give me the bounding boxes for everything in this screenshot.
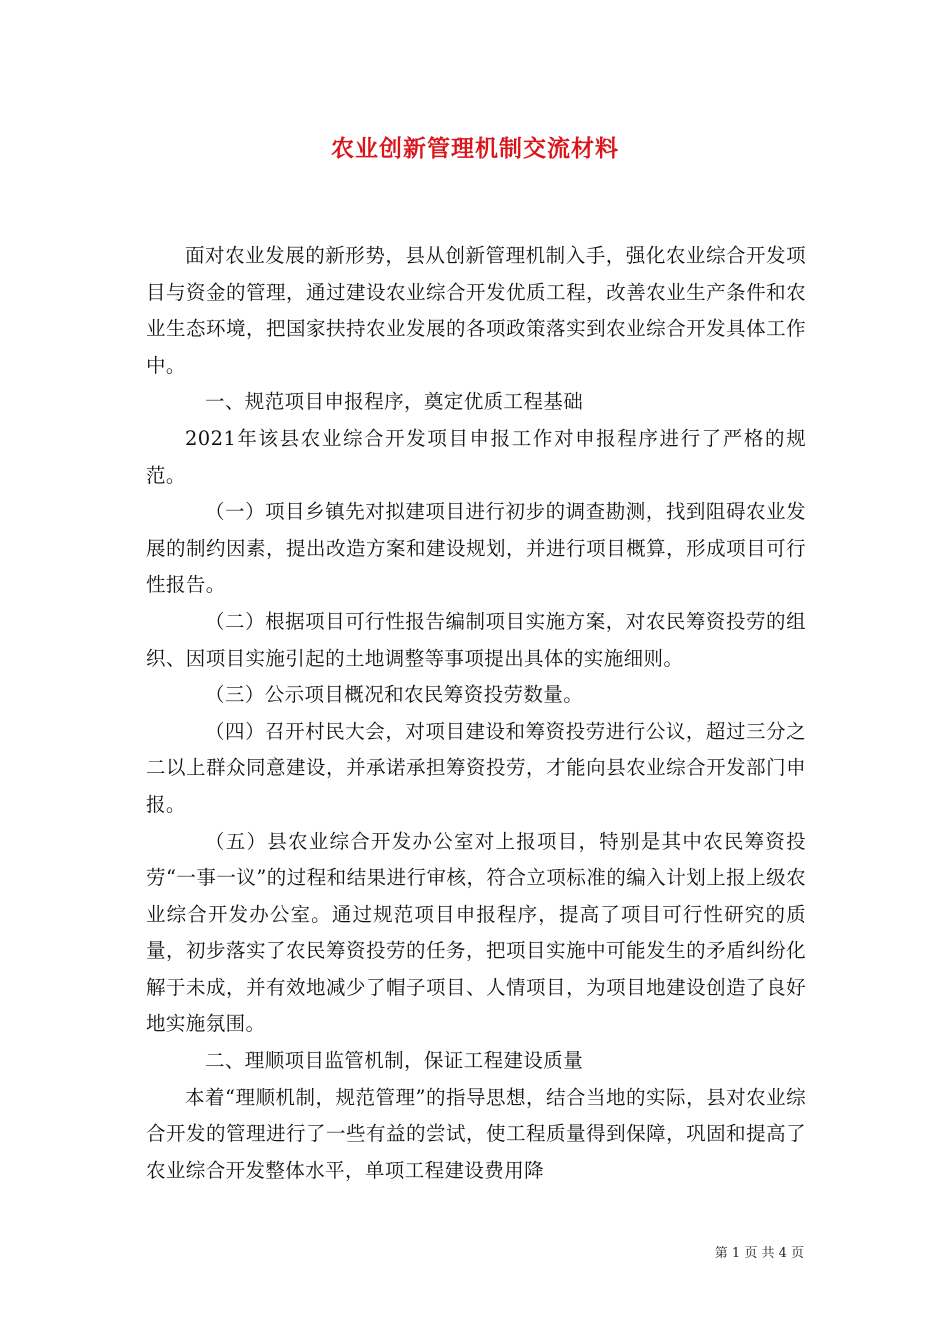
list-item-5: （五）县农业综合开发办公室对上报项目，特别是其中农民筹资投劳“一事一议”的过程和结果进行审核，符合立项标准的编入计划上报上级农业综合开发办公室。通过规范项目申报程序，提高了项目可行性研究的质量，初步落实了农民筹资投劳的任务，把项目实施中可能发生的矛盾纠纷化解于未成，并有效地减少了帽子项目、人情项目，为项目地建设创造了良好地实施氛围。 [146, 829, 806, 1036]
list-item-1: （一）项目乡镇先对拟建项目进行初步的调查勘测，找到阻碍农业发展的制约因素，提出改造方案和建设规划，并进行项目概算，形成项目可行性报告。 [146, 500, 806, 597]
paragraph-section-2: 本着“理顺机制，规范管理”的指导思想，结合当地的实际，县对农业综合开发的管理进行了一些有益的尝试，使工程质量得到保障，巩固和提高了农业综合开发整体水平，单项工程建设费用降 [146, 1085, 806, 1182]
intro-paragraph: 面对农业发展的新形势，县从创新管理机制入手，强化农业综合开发项目与资金的管理，通过建设农业综合开发优质工程，改善农业生产条件和农业生态环境，把国家扶持农业发展的各项政策落实到农业综合开发具体工作中。 [146, 244, 806, 377]
document-title: 农业创新管理机制交流材料 [331, 135, 619, 162]
page-number-footer: 第 1 页 共 4 页 [714, 1246, 804, 1261]
section-heading-1: 一、规范项目申报程序，奠定优质工程基础 [205, 390, 584, 414]
section-heading-2: 二、理顺项目监管机制，保证工程建设质量 [205, 1049, 584, 1073]
list-item-3: （三）公示项目概况和农民筹资投劳数量。 [205, 683, 584, 707]
document-body [146, 238, 806, 1189]
list-item-4: （四）召开村民大会，对项目建设和筹资投劳进行公议，超过三分之二以上群众同意建设，并承诺承担筹资投劳，才能向县农业综合开发部门申报。 [146, 719, 806, 816]
paragraph-2021-declaration: 2021年该县农业综合开发项目申报工作对申报程序进行了严格的规范。 [146, 426, 806, 487]
list-item-2: （二）根据项目可行性报告编制项目实施方案，对农民筹资投劳的组织、因项目实施引起的土地调整等事项提出具体的实施细则。 [146, 609, 806, 670]
